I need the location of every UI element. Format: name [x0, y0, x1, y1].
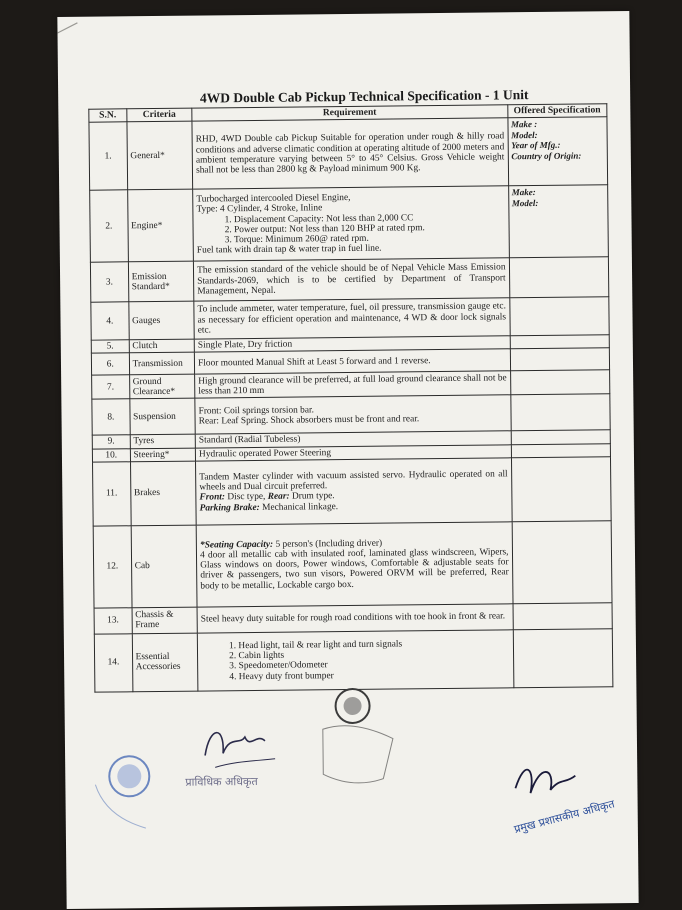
row-criteria: Chassis & Frame [132, 607, 198, 634]
row-sn: 14. [94, 634, 132, 692]
row-offered-spec [510, 348, 610, 371]
row-offered-spec [509, 257, 609, 298]
row-offered-spec [511, 443, 611, 457]
row-offered-spec [511, 430, 611, 444]
req-item: 2. Cabin lights [229, 650, 285, 662]
req-item: 3. Speedometer/Odometer [229, 660, 328, 672]
row-criteria: Steering* [130, 448, 196, 462]
seating-capacity-label: *Seating Capacity: [199, 539, 274, 551]
req-line: Fuel tank with drain tap & water trap in fuel line. [196, 243, 382, 256]
row-sn: 12. [93, 526, 131, 608]
row-offered-spec [508, 185, 608, 258]
parking-brake-value: Mechanical linkage. [259, 501, 339, 513]
offered-make: Make : [510, 119, 538, 130]
offered-country: Country of Origin: [511, 150, 582, 161]
row-criteria: Suspension [129, 399, 195, 436]
offered-model: Model: [511, 129, 538, 140]
row-sn: 1. [89, 122, 127, 190]
row-requirement: To include ammeter, water temperature, fuel, oil pressure, transmission gauge etc. as necessary for efficient operation and maintenance, 4 WD & door lock signals etc. [194, 298, 510, 339]
table-row [92, 394, 610, 435]
offered-year: Year of Mfg.: [511, 139, 561, 151]
row-sn: 8. [92, 399, 130, 435]
document-title: 4WD Double Cab Pickup Technical Specification - 1 Unit [199, 87, 529, 106]
req-item: 3. Torque: Minimum 260@ rated rpm. [224, 233, 369, 246]
office-stamp [303, 718, 404, 789]
row-criteria: Transmission [129, 353, 195, 376]
offered-model: Model: [511, 197, 539, 208]
table-row [90, 257, 608, 302]
req-line: 4 door all metallic cab with insulated roof, laminated glass windscreen, Wipers, Glass windows on doors, Power windows, Comfortable & adjustable seats for driver & passengers, two sun visors, Powered ORVM will be preferred, Rear body to be metallic, Lockable cargo box. [200, 547, 509, 592]
row-requirement: Single Plate, Dry friction [194, 336, 510, 353]
row-requirement: Floor mounted Manual Shift at Least 5 forward and 1 reverse. [194, 349, 510, 374]
req-line [200, 500, 508, 513]
row-criteria: Gauges [128, 301, 194, 340]
row-sn: 6. [91, 353, 129, 375]
rear-brake-value: Drum type. [289, 491, 335, 502]
row-criteria: Emission Standard* [128, 261, 194, 302]
row-requirement [195, 395, 511, 434]
req-item: 2. Power output: Not less than 120 BHP at rated rpm. [224, 222, 425, 235]
row-criteria: Essential Accessories [132, 633, 198, 692]
row-criteria: Engine* [127, 189, 193, 262]
spec-table [88, 103, 613, 692]
seating-capacity-value: 5 person's (Including driver) [273, 538, 383, 550]
row-criteria: Tyres [130, 435, 196, 449]
row-criteria: Ground Clearance* [129, 375, 195, 400]
req-line: Tandem Master cylinder with vacuum assisted servo. Hydraulic operated on all wheels and Dual circuit preferred. [199, 469, 508, 493]
table-row [91, 297, 609, 340]
row-requirement: High ground clearance will be preferred, at full load ground clearance shall not be less than 210 mm [195, 371, 511, 398]
req-line: Turbocharged intercooled Diesel Engine, [196, 193, 351, 205]
row-sn: 2. [90, 190, 128, 262]
table-row [90, 185, 609, 262]
row-sn: 3. [90, 262, 128, 302]
row-sn: 7. [92, 375, 130, 399]
row-requirement [196, 522, 512, 607]
row-criteria: Clutch [129, 339, 195, 353]
row-requirement [193, 186, 509, 261]
row-sn: 13. [94, 608, 132, 634]
table-row [89, 117, 608, 190]
header-offered: Offered Specification [507, 104, 607, 118]
front-brake-label: Front: [199, 492, 226, 503]
req-line: Rear: Leaf Spring. Shock absorbers must be front and rear. [198, 414, 420, 427]
row-offered-spec [512, 521, 612, 604]
row-criteria: General* [127, 121, 193, 190]
header-sn: S.N. [89, 109, 127, 123]
req-line: Front: Coil springs torsion bar. [198, 405, 314, 417]
handwritten-signature [185, 715, 296, 789]
row-sn: 11. [93, 462, 131, 526]
header-requirement: Requirement [192, 105, 508, 122]
row-offered-spec [509, 297, 609, 336]
header-criteria: Criteria [126, 108, 192, 122]
row-requirement: Steel heavy duty suitable for rough road conditions with toe hook in front & rear. [197, 604, 513, 633]
row-sn: 10. [92, 448, 130, 462]
req-line: Type: 4 Cylinder, 4 Stroke, Inline [196, 203, 323, 215]
signatory-caption-left: प्राविधिक अधिकृत [185, 774, 258, 789]
row-criteria: Brakes [130, 461, 196, 526]
parking-brake-label: Parking Brake: [199, 502, 260, 514]
row-sn: 9. [92, 435, 130, 449]
row-criteria: Cab [131, 525, 197, 608]
table-row [93, 457, 612, 526]
row-offered-spec [513, 629, 613, 688]
row-requirement: RHD, 4WD Double cab Pickup Suitable for operation under rough & hilly road conditions and adverse climatic condition at operating altitude of 2000 meters and ambient temperature varying between 5° to 45° Celsius. Gross Vehicle weight shall not be less than 2800 kg & Payload minimum 900 Kg. [192, 118, 508, 189]
row-sn: 5. [91, 340, 129, 354]
row-offered-spec [511, 457, 611, 522]
row-offered-spec [513, 603, 613, 630]
row-requirement: Standard (Radial Tubeless) [195, 431, 511, 448]
row-sn: 4. [91, 302, 129, 340]
row-requirement: Hydraulic operated Power Steering [195, 444, 511, 461]
req-item: 1. Head light, tail & rear light and turn signals [228, 639, 403, 652]
front-brake-value: Disc type, [224, 492, 268, 503]
document-sheet [57, 11, 638, 909]
row-offered-spec [510, 394, 610, 431]
table-row [93, 521, 612, 608]
signatory-caption-right: प्रमुख प्रशासकीय अधिकृत [512, 797, 616, 837]
req-item: 4. Heavy duty front bumper [229, 670, 334, 682]
row-offered-spec [510, 335, 610, 349]
row-requirement: The emission standard of the vehicle should be of Nepal Vehicle Mass Emission Standards-2069, which is to be certified by Department of Transport Management, Nepal. [194, 258, 510, 301]
req-item: 1. Displacement Capacity: Not less than 2,000 CC [224, 212, 414, 225]
office-seal-stamp [85, 736, 176, 837]
offered-make: Make: [511, 187, 536, 198]
chief-officer-signature [505, 747, 646, 837]
row-offered-spec [510, 370, 610, 395]
rear-brake-label: Rear: [267, 491, 290, 503]
row-requirement [196, 458, 512, 525]
row-offered-spec [507, 117, 607, 186]
